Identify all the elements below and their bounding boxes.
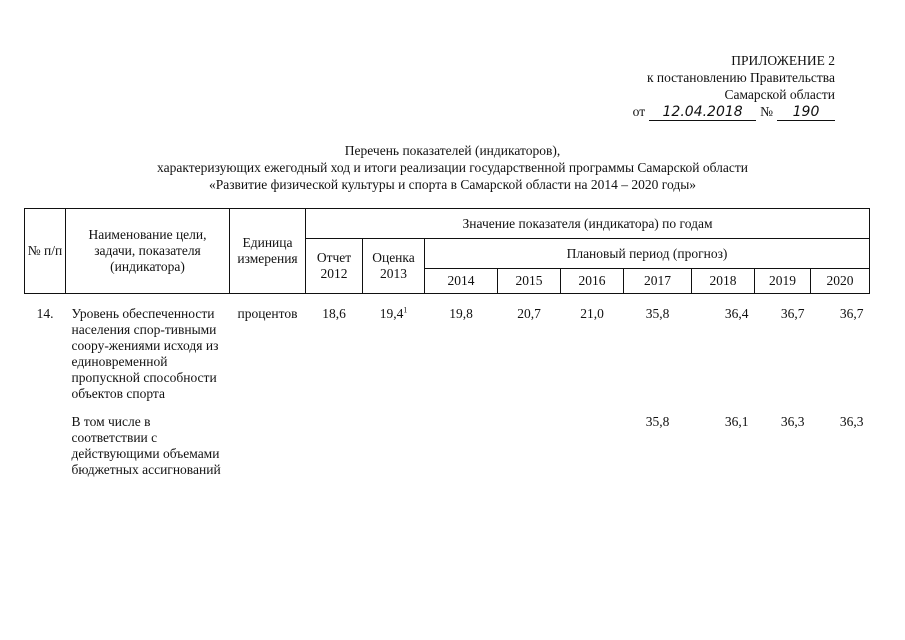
row-year-value	[561, 412, 624, 480]
col-header-year: 2020	[811, 269, 870, 294]
row-year-value: 36,3	[839, 414, 864, 429]
col-header-report: Отчет 2012	[306, 239, 363, 294]
handwritten-date: 12.04.2018	[649, 105, 756, 121]
row-year-value: 21,0	[580, 306, 604, 321]
row-year-value: 35,8	[645, 414, 670, 429]
col-header-year: 2015	[498, 269, 561, 294]
row-year-value: 20,7	[517, 306, 541, 321]
col-header-estimate: Оценка 2013	[363, 239, 425, 294]
col-header-plan-group: Плановый период (прогноз)	[425, 239, 870, 269]
heading-line-1: Перечень показателей (индикаторов),	[344, 143, 561, 158]
row-num	[25, 412, 66, 480]
row-unit: процентов	[237, 306, 298, 321]
col-header-year: 2014	[425, 269, 498, 294]
handwritten-number: 190	[777, 105, 835, 121]
row-year-value: 36,3	[780, 414, 805, 429]
row-year-value: 36,4	[724, 306, 749, 321]
appendix-block	[600, 52, 835, 121]
number-label: №	[760, 104, 773, 119]
row-estimate	[363, 412, 425, 480]
row-year-value: 36,7	[839, 306, 864, 321]
footnote-marker: 1	[403, 305, 408, 315]
row-year-value: 36,7	[780, 306, 805, 321]
row-year-value	[425, 412, 498, 480]
header-row-1	[25, 209, 870, 239]
heading-line-2: характеризующих ежегодный ход и итоги реализации государственной программы Самарской области	[157, 160, 748, 175]
row-estimate-cell	[363, 304, 425, 404]
row-report: 18,6	[322, 306, 346, 321]
col-header-year: 2018	[692, 269, 755, 294]
col-header-year: 2017	[624, 269, 692, 294]
document-heading	[0, 142, 905, 193]
row-report	[306, 412, 363, 480]
col-header-year: 2016	[561, 269, 624, 294]
appendix-line-2: Самарской области	[724, 87, 835, 102]
row-year-value: 36,1	[724, 414, 749, 429]
col-header-unit: Единица измерения	[230, 209, 306, 294]
col-header-values-group: Значение показателя (индикатора) по годам	[306, 209, 870, 239]
table-row	[25, 412, 870, 480]
appendix-dateline	[600, 103, 835, 121]
appendix-title: ПРИЛОЖЕНИЕ 2	[731, 53, 835, 68]
row-unit	[230, 412, 306, 480]
row-num: 14.	[36, 306, 54, 321]
col-header-name: Наименование цели, задачи, показателя (индикатора)	[66, 209, 230, 294]
indicators-table	[24, 208, 870, 480]
row-estimate: 19,4	[379, 306, 404, 321]
from-label: от	[632, 104, 646, 119]
col-header-year: 2019	[755, 269, 811, 294]
row-name: В том числе в соответствии с действующими объемами бюджетных ассигнований	[71, 414, 221, 477]
row-name: Уровень обеспеченности населения спор-тивными соору-жениями исходя из единовременной пропускной способности объектов спорта	[71, 306, 219, 401]
row-year-value: 35,8	[645, 306, 670, 321]
row-year-value	[498, 412, 561, 480]
heading-line-3: «Развитие физической культуры и спорта в Самарской области на 2014 – 2020 годы»	[208, 177, 697, 192]
col-header-num: № п/п	[25, 209, 66, 294]
appendix-line-1: к постановлению Правительства	[646, 70, 835, 85]
table-row	[25, 304, 870, 404]
row-year-value: 19,8	[449, 306, 473, 321]
